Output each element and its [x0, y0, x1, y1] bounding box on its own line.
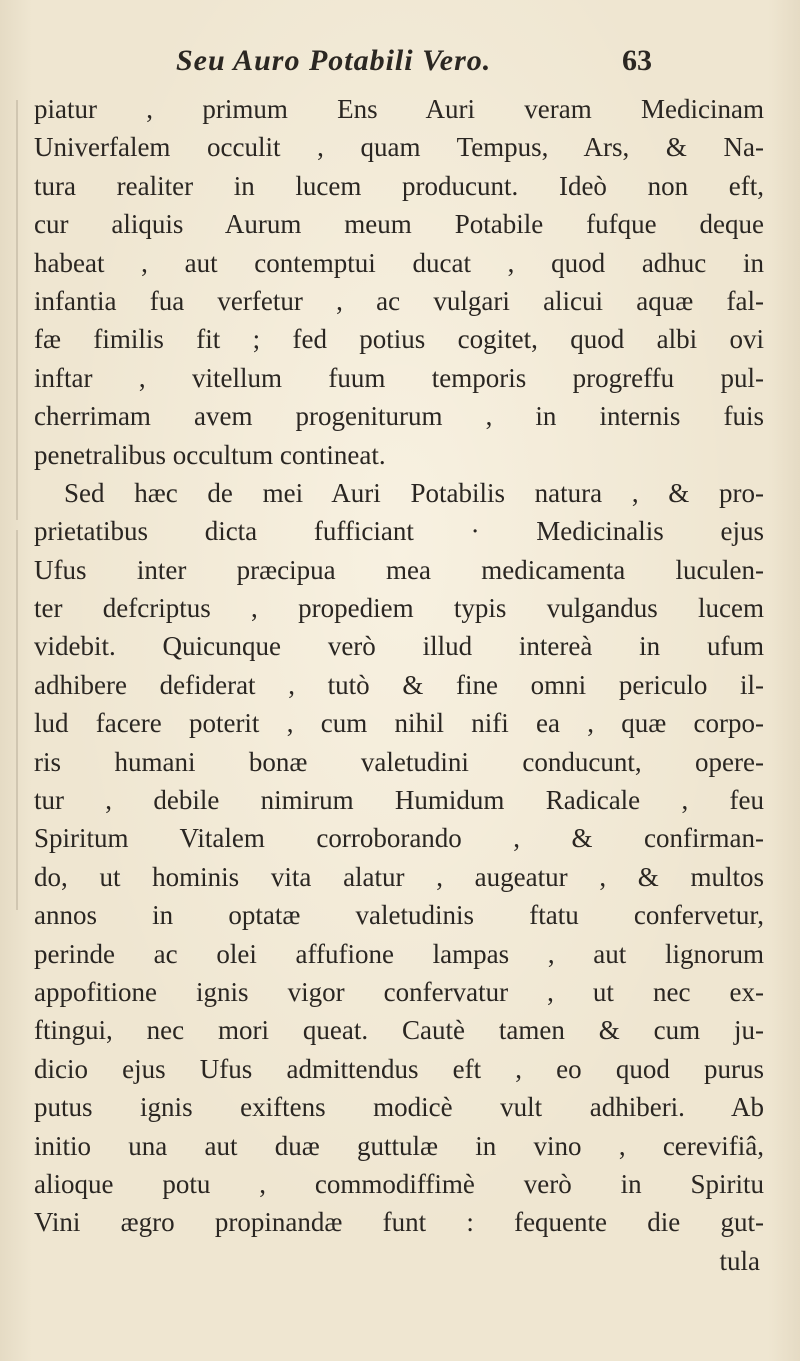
text-line: tura realiter in lucem producunt. Ideò non eft, [34, 170, 764, 201]
text-line: habeat , aut contemptui ducat , quod adhuc in [34, 247, 764, 278]
text-line: putus ignis exiftens modicè vult adhiberi. Ab [34, 1092, 764, 1123]
text-line: perinde ac olei affufione lampas , aut lignorum [34, 938, 764, 969]
text-line: adhibere defiderat , tutò & fine omni periculo il- [34, 669, 764, 700]
margin-shadow-lower [16, 530, 18, 910]
text-block [34, 90, 764, 1280]
text-line: alioque potu , commodiffimè verò in Spiritu [34, 1168, 764, 1199]
text-line: initio una aut duæ guttulæ in vino , cerevifiâ, [34, 1130, 764, 1161]
text-line: ftingui, nec mori queat. Cautè tamen & cum ju- [34, 1015, 764, 1046]
text-line: cur aliquis Aurum meum Potabile fufque deque [34, 209, 764, 240]
text-line: Ufus inter præcipua mea medicamenta luculen- [34, 554, 764, 585]
text-line: penetralibus occultum contineat. [34, 439, 386, 470]
text-line: tur , debile nimirum Humidum Radicale , feu [34, 785, 764, 816]
running-head [0, 44, 800, 84]
margin-shadow [16, 100, 18, 520]
text-line: Vini ægro propinandæ funt : fequente die gut- [34, 1207, 764, 1238]
text-line: videbit. Quicunque verò illud intereà in ufum [34, 631, 764, 662]
text-line: fæ fimilis fit ; fed potius cogitet, quod albi ovi [34, 324, 764, 355]
text-line: cherrimam avem progeniturum , in internis fuis [34, 401, 764, 432]
text-line: infantia fua verfetur , ac vulgari alicui aquæ fal- [34, 285, 764, 316]
text-line: piatur , primum Ens Auri veram Medicinam [34, 94, 764, 124]
text-line: Spiritum Vitalem corroborando , & confirman- [34, 823, 764, 854]
text-line: dicio ejus Ufus admittendus eft , eo quod purus [34, 1053, 764, 1084]
page-number: 63 [622, 44, 652, 77]
text-line: Sed hæc de mei Auri Potabilis natura , & pro- [64, 477, 764, 508]
text-line: lud facere poterit , cum nihil nifi ea , quæ corpo- [34, 708, 764, 739]
text-line: prietatibus dicta fufficiant · Medicinalis ejus [34, 516, 764, 547]
text-line: annos in optatæ valetudinis ftatu confervetur, [34, 900, 764, 931]
text-line: Univerfalem occulit , quam Tempus, Ars, & Na- [34, 132, 764, 163]
running-title: Seu Auro Potabili Vero. [176, 44, 492, 77]
catchword: tula [719, 1245, 760, 1276]
text-line: do, ut hominis vita alatur , augeatur , & multos [34, 861, 764, 892]
text-line: appofitione ignis vigor confervatur , ut nec ex- [34, 976, 764, 1007]
text-line: ris humani bonæ valetudini conducunt, opere- [34, 746, 764, 777]
text-line: inftar , vitellum fuum temporis progreffu pul- [34, 362, 764, 393]
text-line: ter defcriptus , propediem typis vulgandus lucem [34, 593, 764, 624]
